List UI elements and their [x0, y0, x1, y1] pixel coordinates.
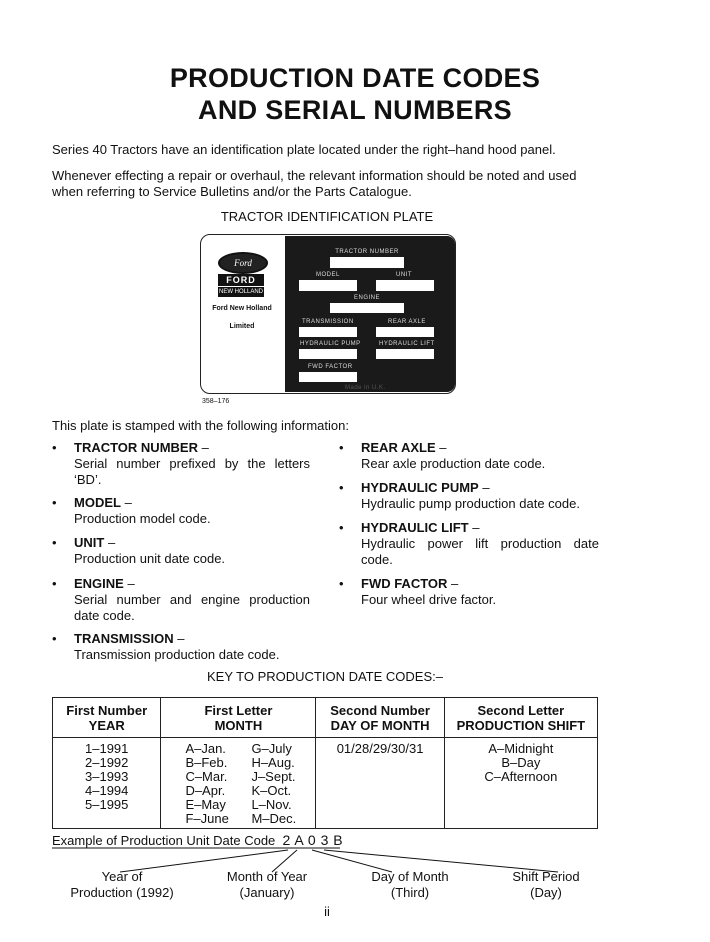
item-dash: – — [123, 576, 135, 591]
item-term: REAR AXLE — [361, 440, 436, 455]
item-term: ENGINE — [74, 576, 124, 591]
ford-oval-logo: Ford — [218, 252, 268, 274]
bullet-icon: • — [339, 440, 344, 455]
bullet-icon: • — [339, 520, 344, 535]
item-term: FWD FACTOR — [361, 576, 448, 591]
bullet-icon: • — [339, 480, 344, 495]
key-title: KEY TO PRODUCTION DATE CODES:– — [207, 669, 443, 684]
plate-label-engine: ENGINE — [353, 295, 380, 301]
bullet-icon: • — [339, 576, 344, 591]
plate-label-transmission: TRANSMISSION — [302, 319, 354, 325]
item-desc: Transmission production date code. — [74, 647, 280, 662]
example-text: Example of Production Unit Date Code 2 A 0 3 B — [52, 832, 344, 848]
item-dash: – — [447, 576, 459, 591]
year-cell: 1–1991 2–1992 3–1993 4–1994 5–1995 — [53, 738, 161, 829]
shift-cell: A–Midnight B–Day C–Afternoon — [444, 738, 597, 829]
bullet-icon: • — [52, 535, 57, 550]
item-desc: Four wheel drive factor. — [361, 592, 497, 607]
bullet-icon: • — [52, 576, 57, 591]
item-term: TRANSMISSION — [74, 631, 174, 646]
page-title-line1: PRODUCTION DATE CODES — [169, 63, 541, 93]
intro-paragraph-2-line2: when referring to Service Bulletins and/or the Parts Catalogue. — [52, 184, 412, 199]
item-dash: – — [104, 535, 116, 550]
new-holland-logo-text: NEW HOLLAND — [218, 289, 263, 295]
page-title-line2: AND SERIAL NUMBERS — [198, 95, 512, 125]
item-term: HYDRAULIC PUMP — [361, 480, 479, 495]
example-label-month: Month of Year (January) — [226, 869, 308, 900]
item-dash: – — [468, 520, 480, 535]
plate-company-line1: Ford New Holland — [212, 305, 272, 312]
item-desc-cont: date code. — [74, 608, 135, 623]
intro-paragraph-1: Series 40 Tractors have an identification plate located under the right–hand hood panel. — [52, 142, 556, 157]
intro-paragraph-2-line1: Whenever effecting a repair or overhaul, the relevant information should be noted and used — [52, 168, 577, 183]
plate-label-hydraulic-lift: HYDRAULIC LIFT — [379, 341, 435, 347]
example-label-year: Year of Production (1992) — [70, 869, 174, 900]
stamped-intro: This plate is stamped with the following information: — [52, 418, 349, 433]
plate-company-line2: Limited — [229, 323, 255, 330]
day-cell: 01/28/29/30/31 — [316, 738, 444, 829]
column-header: First Letter MONTH — [161, 698, 316, 738]
item-desc: Serial number and engine production — [74, 592, 310, 607]
page-number: ii — [324, 904, 330, 919]
column-header: Second Number DAY OF MONTH — [316, 698, 444, 738]
example-label-shift: Shift Period (Day) — [512, 869, 580, 900]
item-dash: – — [478, 480, 490, 495]
plate-label-tractor-number: TRACTOR NUMBER — [335, 249, 399, 255]
plate-figure-reference: 358–176 — [202, 398, 230, 405]
bullet-icon: • — [52, 440, 57, 455]
example-label-day: Day of Month (Third) — [371, 869, 449, 900]
ford-logo-text: FORD — [218, 274, 264, 286]
item-desc: Hydraulic power lift production date — [361, 536, 599, 551]
bullet-icon: • — [52, 495, 57, 510]
plate-caption: TRACTOR IDENTIFICATION PLATE — [220, 209, 434, 224]
item-desc-cont: ‘BD’. — [74, 472, 102, 487]
item-term: MODEL — [74, 495, 121, 510]
plate-label-hydraulic-pump: HYDRAULIC PUMP — [300, 341, 361, 347]
item-term: HYDRAULIC LIFT — [361, 520, 469, 535]
item-desc: Production model code. — [74, 511, 211, 526]
plate-label-unit: UNIT — [396, 272, 412, 278]
column-header: First Number YEAR — [53, 698, 161, 738]
plate-label-model: MODEL — [316, 272, 340, 278]
item-desc-cont: code. — [361, 552, 393, 567]
item-dash: – — [435, 440, 447, 455]
plate-made-in: Made in U.K. — [345, 385, 386, 391]
item-desc: Hydraulic pump production date code. — [361, 496, 580, 511]
item-desc: Rear axle production date code. — [361, 456, 546, 471]
month-cell: A–Jan. G–July B–Feb. H–Aug. C–Mar. J–Sept. D–Apr. K–Oct. E–May L–Nov. F–June M–Dec. — [161, 738, 316, 829]
item-dash: – — [197, 440, 209, 455]
item-dash: – — [173, 631, 185, 646]
plate-label-fwd-factor: FWD FACTOR — [308, 364, 353, 370]
item-term: TRACTOR NUMBER — [74, 440, 198, 455]
bullet-icon: • — [52, 631, 57, 646]
item-desc: Production unit date code. — [74, 551, 226, 566]
item-dash: – — [120, 495, 132, 510]
plate-label-rear-axle: REAR AXLE — [388, 319, 426, 325]
example-code: 2 A 0 3 B — [282, 832, 344, 848]
column-header: Second Letter PRODUCTION SHIFT — [444, 698, 597, 738]
item-term: UNIT — [74, 535, 105, 550]
item-desc: Serial number prefixed by the letters — [74, 456, 310, 471]
